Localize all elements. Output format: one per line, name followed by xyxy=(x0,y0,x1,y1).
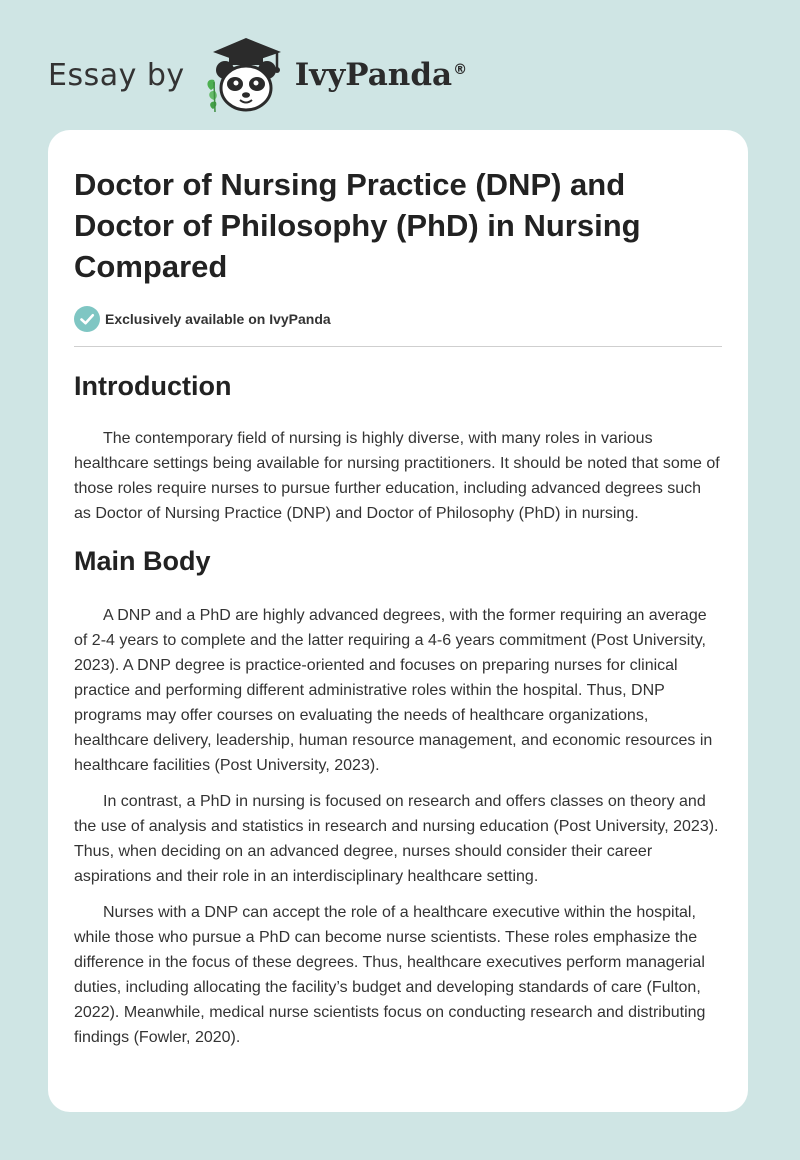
section-heading-main-body: Main Body xyxy=(74,546,211,576)
registered-mark: ® xyxy=(453,61,468,78)
main-body-paragraph-3: Nurses with a DNP can accept the role of a healthcare executive within the hospital, while those who pursue a PhD can become nurse scientists. These roles emphasize the difference in the focus of these degrees. Thus, healthcare executives perform managerial duties, including allocating the facility’s budget and developing standards of care (Fulton, 2022). Meanwhile, medical nurse scientists focus on conducting research and distributing findings (Fowler, 2020). xyxy=(74,904,706,1046)
exclusive-label: Exclusively available on IvyPanda xyxy=(105,311,331,327)
introduction-paragraph: The contemporary field of nursing is highly diverse, with many roles in various healthcare settings being available for nursing practitioners. It should be noted that some of those roles require nurses to pursue further education, including advanced degrees such as Doctor of Nursing Practice (DNP) and Doctor of Philosophy (PhD) in nursing. xyxy=(74,430,720,522)
exclusive-badge xyxy=(74,306,722,332)
brand-name-text: IvyPanda xyxy=(294,57,453,93)
brand-name[interactable] xyxy=(295,57,467,93)
essay-content xyxy=(74,130,722,1050)
main-body-paragraph-2: In contrast, a PhD in nursing is focused on research and offers classes on theory and the use of analysis and statistics in research and nursing education (Post University, 2023). Thus, when deciding on an advanced degree, nurses should consider their career aspirations and their role in an interdisciplinary healthcare setting. xyxy=(74,793,719,885)
essay-by-label: Essay by xyxy=(48,57,185,93)
essay-card xyxy=(48,130,748,1112)
checkmark-icon xyxy=(74,306,100,332)
site-header xyxy=(48,30,467,120)
essay-title: Doctor of Nursing Practice (DNP) and Doctor of Philosophy (PhD) in Nursing Compared xyxy=(74,167,641,284)
main-body-paragraph-1: A DNP and a PhD are highly advanced degrees, with the former requiring an average of 2-4 years to complete and the latter requiring a 4-6 years commitment (Post University, 2023). A DNP degree is practice-oriented and focuses on preparing nurses for clinical practice and performing different administrative roles within the hospital. Thus, DNP programs may offer courses on evaluating the needs of healthcare organizations, healthcare delivery, leadership, human resource management, and economic resources in healthcare facilities (Post University, 2023). xyxy=(74,607,713,774)
title-divider xyxy=(74,346,722,347)
panda-graduate-icon xyxy=(203,34,289,116)
section-heading-introduction: Introduction xyxy=(74,371,232,401)
ivypanda-logo[interactable] xyxy=(203,34,289,116)
